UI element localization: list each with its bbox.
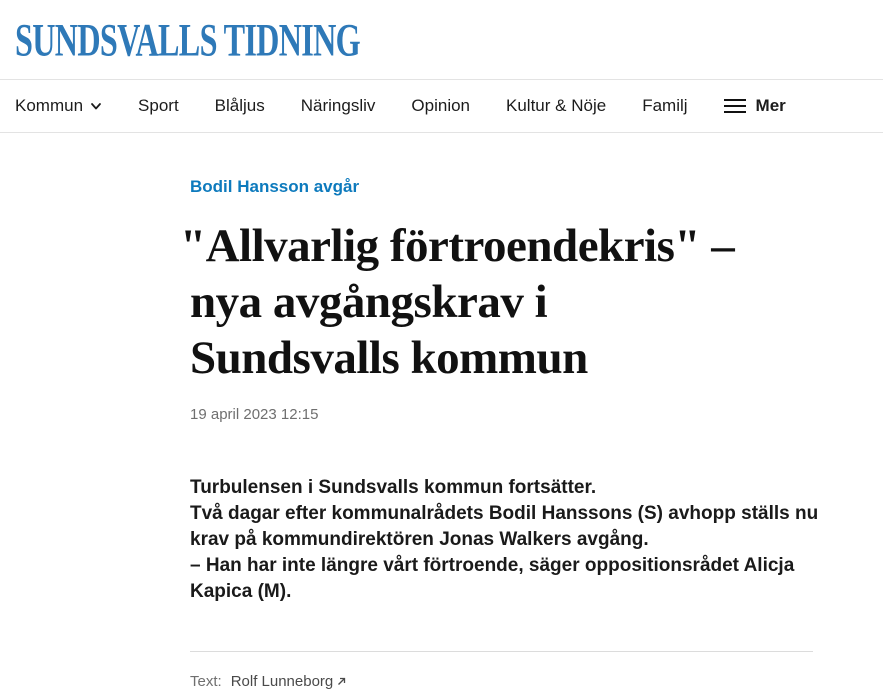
- headline-line: Sundsvalls kommun: [190, 332, 588, 384]
- external-link-icon: [336, 676, 347, 687]
- nav-item-label: Sport: [138, 96, 179, 115]
- site-header: [0, 0, 883, 80]
- nav-item-label: Blåljus: [214, 96, 265, 115]
- site-logo[interactable]: SUNDSVALLS TIDNING: [15, 12, 361, 65]
- nav-item-sport[interactable]: [138, 96, 179, 116]
- article-headline: [180, 218, 830, 386]
- nav-item-blaljus[interactable]: [215, 96, 265, 116]
- nav-item-naringsliv[interactable]: [301, 96, 376, 116]
- nav-item-label: Näringsliv: [300, 96, 376, 115]
- byline: [190, 673, 813, 690]
- main-nav: [0, 80, 883, 133]
- lead-paragraph: Turbulensen i Sundsvalls kommun fortsätter.: [190, 477, 597, 498]
- nav-item-label: Kultur & Nöje: [506, 96, 607, 115]
- hamburger-menu-icon: [724, 98, 746, 114]
- byline-author-link[interactable]: [231, 673, 348, 690]
- nav-item-opinion[interactable]: [411, 96, 470, 116]
- nav-item-mer[interactable]: [724, 96, 786, 116]
- lead-paragraph: – Han har inte längre vårt förtroende, säger oppositionsrådet Alicja Kapica (M).: [190, 555, 795, 602]
- nav-item-kultur-noje[interactable]: [506, 96, 606, 116]
- headline-line: nya avgångskrav i: [190, 276, 548, 328]
- nav-item-label: Opinion: [411, 96, 471, 115]
- chevron-down-icon: [90, 100, 102, 112]
- nav-item-familj[interactable]: [642, 96, 687, 116]
- nav-item-kommun[interactable]: [15, 96, 102, 116]
- article-kicker-link[interactable]: Bodil Hansson avgår: [190, 177, 360, 196]
- nav-item-label: Kommun: [15, 96, 84, 115]
- article: [180, 133, 819, 690]
- headline-line: "Allvarlig förtroendekris" –: [180, 220, 735, 272]
- byline-label: Text:: [190, 673, 222, 690]
- article-lead: [190, 475, 822, 605]
- byline-author-name: Rolf Lunneborg: [230, 673, 334, 690]
- publish-date: 19 april 2023 12:15: [190, 406, 319, 423]
- nav-item-label: Mer: [755, 96, 786, 115]
- byline-divider: [190, 651, 813, 652]
- lead-paragraph: Två dagar efter kommunalrådets Bodil Hanssons (S) avhopp ställs nu krav på kommundirektören Jonas Walkers avgång.: [190, 503, 819, 550]
- nav-item-label: Familj: [642, 96, 688, 115]
